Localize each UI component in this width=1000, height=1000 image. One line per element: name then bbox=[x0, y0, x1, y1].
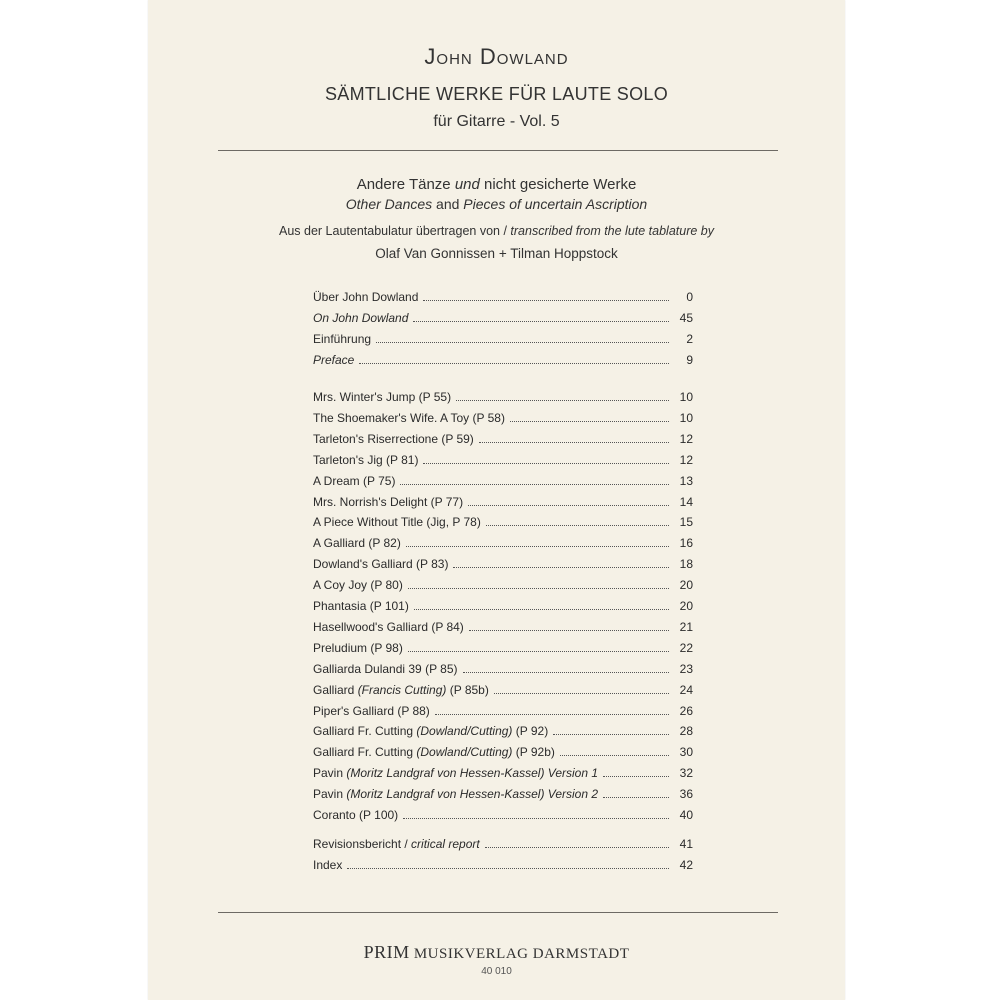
toc-page-number: 0 bbox=[686, 290, 693, 304]
toc-entry bbox=[313, 578, 693, 594]
toc-entry-title: A Piece Without Title (Jig, P 78) bbox=[313, 515, 481, 530]
toc-page-number: 28 bbox=[679, 724, 693, 739]
dot-leader bbox=[423, 291, 669, 301]
dot-leader bbox=[463, 663, 669, 673]
publisher-rest: MUSIKVERLAG DARMSTADT bbox=[409, 946, 630, 962]
toc-page-number: 15 bbox=[679, 515, 693, 530]
toc-entry-title bbox=[313, 724, 551, 738]
dot-leader bbox=[359, 354, 669, 364]
dot-leader bbox=[403, 809, 669, 819]
toc-page-number: 36 bbox=[679, 787, 693, 802]
catalog-number: 40 010 bbox=[481, 966, 512, 977]
toc-entry-title: A Dream (P 75) bbox=[313, 473, 396, 488]
toc-page-number: 14 bbox=[679, 494, 693, 509]
dot-leader bbox=[453, 558, 669, 568]
toc-entry bbox=[313, 837, 693, 853]
composer-name bbox=[148, 44, 845, 70]
toc-page-number: 45 bbox=[679, 310, 693, 325]
dot-leader bbox=[400, 475, 669, 485]
toc-entry bbox=[313, 453, 693, 469]
toc-title-part: Galliard Fr. Cutting bbox=[313, 745, 417, 760]
toc-entry-title bbox=[313, 837, 483, 851]
toc-page-number: 16 bbox=[679, 536, 693, 551]
toc-entry-title bbox=[313, 683, 492, 697]
toc-title-italic-part: (Moritz Landgraf von Hessen-Kassel) Version 2 bbox=[346, 787, 599, 802]
toc-entry bbox=[313, 724, 693, 740]
dot-leader bbox=[485, 838, 669, 848]
toc-page-number: 18 bbox=[679, 557, 693, 572]
toc-page-number: 23 bbox=[679, 661, 693, 676]
toc-title-part: (P 92b) bbox=[512, 745, 555, 760]
toc-title-italic-part: (Moritz Landgraf von Hessen-Kassel) Version 1 bbox=[346, 766, 599, 781]
toc-entry-title: Einführung bbox=[313, 331, 372, 346]
toc-page-number: 13 bbox=[679, 473, 693, 488]
toc-entry bbox=[313, 536, 693, 552]
volume-subtitle: für Gitarre - Vol. 5 bbox=[433, 113, 560, 130]
dot-leader bbox=[603, 767, 669, 777]
toc-entry-title: Über John Dowland bbox=[313, 290, 419, 304]
intro-en-part1: Other Dances bbox=[345, 196, 433, 212]
toc-page-number: 12 bbox=[679, 452, 693, 467]
toc-entry bbox=[313, 745, 693, 761]
toc-entry bbox=[313, 332, 693, 348]
toc-entry-title: Piper's Galliard (P 88) bbox=[313, 703, 430, 718]
toc-entry-title: Preface bbox=[313, 352, 355, 367]
toc-entry-title: Hasellwood's Galliard (P 84) bbox=[313, 619, 464, 634]
toc-entry bbox=[313, 808, 693, 824]
intro-german-title bbox=[148, 176, 845, 193]
toc-entry bbox=[313, 641, 693, 657]
dot-leader bbox=[469, 621, 669, 631]
dot-leader bbox=[414, 600, 669, 610]
toc-entry-title bbox=[313, 787, 601, 801]
toc-page-number: 26 bbox=[679, 703, 693, 718]
toc-page-number: 21 bbox=[679, 619, 693, 634]
intro-de-part3: nicht gesicherte Werke bbox=[479, 176, 637, 193]
dot-leader bbox=[406, 537, 669, 547]
toc-entry bbox=[313, 662, 693, 678]
toc-title-italic-part: (Francis Cutting) bbox=[357, 682, 447, 697]
intro-de-part2: und bbox=[454, 176, 480, 193]
toc-entry-title: Tarleton's Riserrectione (P 59) bbox=[313, 431, 474, 446]
toc-entry bbox=[313, 787, 693, 803]
dot-leader bbox=[494, 684, 669, 694]
toc-entry-title: Index bbox=[313, 857, 343, 872]
toc-entry bbox=[313, 311, 693, 327]
toc-entry bbox=[313, 390, 693, 406]
dot-leader bbox=[435, 705, 669, 715]
toc-entry bbox=[313, 515, 693, 531]
publisher-prim: PRIM bbox=[363, 942, 410, 962]
toc-entry bbox=[313, 766, 693, 782]
toc-entry bbox=[313, 599, 693, 615]
toc-title-part: Galliard bbox=[313, 682, 358, 697]
dot-leader bbox=[468, 496, 669, 506]
toc-entry bbox=[313, 495, 693, 511]
toc-entry-title: Phantasia (P 101) bbox=[313, 599, 409, 613]
toc-title-italic-part: critical report bbox=[411, 837, 480, 851]
intro-english-title bbox=[148, 196, 845, 212]
toc-entry-title: A Coy Joy (P 80) bbox=[313, 578, 403, 593]
toc-entry-title: The Shoemaker's Wife. A Toy (P 58) bbox=[313, 410, 505, 425]
toc-page-number: 32 bbox=[679, 766, 693, 781]
main-title: SÄMTLICHE WERKE FÜR LAUTE SOLO bbox=[324, 84, 669, 104]
toc-entry bbox=[313, 290, 693, 306]
transcribed-de: Aus der Lautentabulatur übertragen von / bbox=[279, 224, 511, 238]
toc-title-part: Pavin bbox=[313, 787, 347, 802]
dot-leader bbox=[408, 579, 669, 589]
dot-leader bbox=[423, 454, 669, 464]
toc-entry-title: Preludium (P 98) bbox=[313, 640, 403, 655]
dot-leader bbox=[347, 859, 669, 869]
transcription-credit bbox=[148, 224, 845, 238]
toc-entry bbox=[313, 557, 693, 573]
toc-page-number: 12 bbox=[679, 431, 693, 446]
dot-leader bbox=[560, 746, 669, 756]
toc-page-number: 24 bbox=[679, 682, 693, 697]
toc-entry-title: Galliarda Dulandi 39 (P 85) bbox=[313, 661, 458, 676]
toc-entry bbox=[313, 704, 693, 720]
dot-leader bbox=[553, 725, 669, 735]
toc-title-italic-part: (Dowland/Cutting) bbox=[416, 745, 513, 760]
toc-entry bbox=[313, 411, 693, 427]
toc-entry-title: On John Dowland bbox=[313, 310, 409, 325]
toc-title-part: (P 85b) bbox=[446, 682, 489, 697]
toc-title-italic-part: (Dowland/Cutting) bbox=[416, 724, 513, 739]
toc-entry bbox=[313, 353, 693, 369]
intro-de-part1: Andere Tänze bbox=[356, 176, 455, 193]
toc-page-number: 2 bbox=[686, 331, 693, 346]
publisher bbox=[148, 942, 845, 963]
bottom-divider bbox=[218, 912, 778, 913]
toc-page-number: 42 bbox=[679, 857, 693, 872]
toc-title-part: Pavin bbox=[313, 766, 347, 781]
dot-leader bbox=[510, 412, 669, 422]
toc-title-part: Revisionsbericht / bbox=[313, 837, 412, 851]
toc-entry bbox=[313, 432, 693, 448]
toc-entry bbox=[313, 683, 693, 699]
toc-entry-title: Coranto (P 100) bbox=[313, 808, 399, 822]
toc-entry bbox=[313, 474, 693, 490]
toc-entry bbox=[313, 858, 693, 874]
toc-entry-title: Tarleton's Jig (P 81) bbox=[313, 452, 419, 467]
toc-title-part: (P 92) bbox=[512, 724, 549, 739]
toc-page-number: 40 bbox=[679, 808, 693, 822]
dot-leader bbox=[603, 788, 669, 798]
intro-en-part3: Pieces of uncertain Ascription bbox=[463, 196, 648, 212]
toc-entry-title bbox=[313, 745, 558, 759]
toc-title-part: Galliard Fr. Cutting bbox=[313, 724, 417, 739]
toc-page-number: 30 bbox=[679, 745, 693, 760]
dot-leader bbox=[456, 391, 669, 401]
toc-page-number: 9 bbox=[686, 352, 693, 367]
dot-leader bbox=[376, 333, 669, 343]
toc-entry bbox=[313, 620, 693, 636]
editors: Olaf Van Gonnissen + Tilman Hoppstock bbox=[375, 246, 618, 261]
dot-leader bbox=[479, 433, 669, 443]
top-divider bbox=[218, 150, 778, 151]
booklet-page bbox=[148, 0, 845, 1000]
toc-entry-title: A Galliard (P 82) bbox=[313, 536, 401, 551]
toc-entry-title: Dowland's Galliard (P 83) bbox=[313, 557, 449, 572]
toc-entry-title: Mrs. Winter's Jump (P 55) bbox=[313, 390, 452, 404]
toc-page-number: 22 bbox=[679, 640, 693, 655]
toc-entry-title bbox=[313, 766, 601, 780]
toc-page-number: 41 bbox=[679, 837, 693, 851]
composer-text: John Dowland bbox=[424, 44, 569, 69]
toc-entry-title: Mrs. Norrish's Delight (P 77) bbox=[313, 494, 464, 509]
dot-leader bbox=[413, 312, 669, 322]
toc-page-number: 20 bbox=[679, 578, 693, 593]
dot-leader bbox=[408, 642, 669, 652]
toc-page-number: 10 bbox=[679, 390, 693, 404]
intro-en-part2: and bbox=[432, 196, 464, 212]
toc-page-number: 20 bbox=[679, 599, 693, 613]
toc-page-number: 10 bbox=[679, 410, 693, 425]
transcribed-en: transcribed from the lute tablature by bbox=[510, 224, 714, 238]
dot-leader bbox=[486, 516, 669, 526]
